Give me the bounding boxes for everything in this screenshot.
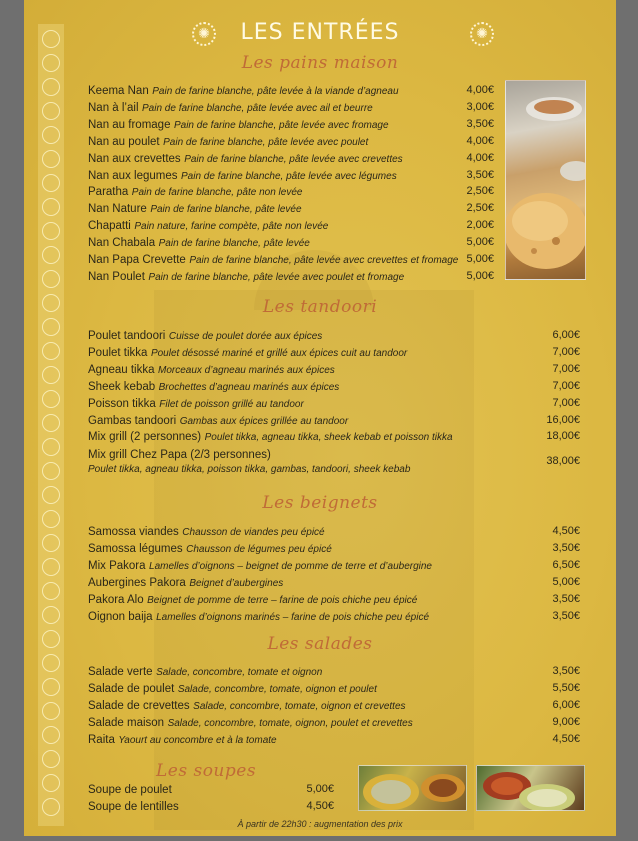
item-price: 5,00€ — [466, 269, 494, 282]
item-name: Nan Papa Crevette — [88, 254, 186, 266]
menu-item — [88, 663, 322, 680]
item-name: Poisson tikka — [88, 397, 156, 410]
item-price: 5,00€ — [552, 575, 580, 588]
curry-bowls-illustration — [359, 766, 467, 811]
item-desc: Gambas aux épices grillée au tandoor — [179, 415, 349, 427]
header — [24, 20, 616, 50]
menu-item — [88, 251, 458, 268]
item-desc: Salade, concombre, tomate, oignon, poulet et crevettes — [167, 718, 413, 729]
item-desc: Pain de farine blanche, pâte levée avec ail et beurre — [142, 102, 373, 114]
item-desc: Chausson de légumes peu épicé — [186, 543, 332, 555]
border-ornament-icon — [42, 654, 60, 672]
item-name: Oignon baija — [88, 610, 153, 623]
item-price: 6,00€ — [552, 699, 580, 711]
border-ornament-icon — [42, 102, 60, 120]
border-ornament-icon — [42, 558, 60, 576]
item-desc: Brochettes d’agneau marinés aux épices — [158, 381, 340, 393]
menu-item — [88, 540, 332, 557]
item-desc: Pain de farine blanche, pâte levée avec poulet et fromage — [148, 271, 405, 283]
item-price: 3,00€ — [466, 100, 494, 113]
item-desc: Morceaux d’agneau marinés aux épices — [158, 364, 335, 376]
menu-item-special-desc — [88, 460, 410, 477]
item-desc: Lamelles d’oignons marinés – farine de pois chiche peu épicé — [156, 611, 430, 623]
border-ornament-icon — [42, 462, 60, 480]
menu-item — [88, 200, 302, 217]
item-desc: Salade, concombre, tomate, oignon et crevettes — [193, 701, 406, 712]
menu-item — [88, 268, 404, 285]
item-desc: Pain de farine blanche, pâte levée avec poulet — [163, 136, 369, 148]
item-price: 9,00€ — [552, 716, 580, 728]
item-price: 3,50€ — [552, 541, 580, 554]
menu-item — [88, 608, 429, 625]
footer-note: À partir de 22h30 : augmentation des prix — [237, 819, 403, 829]
menu-item — [88, 344, 407, 361]
item-price: 7,00€ — [552, 362, 580, 375]
menu-item — [88, 133, 368, 150]
naan-bread-illustration — [506, 81, 586, 280]
item-price: 5,00€ — [306, 783, 334, 795]
menu-item — [88, 557, 432, 574]
menu-item — [88, 798, 179, 815]
item-price: 3,50€ — [466, 117, 494, 130]
item-name: Soupe de poulet — [88, 784, 172, 796]
left-rosette-icon: ✺ — [192, 22, 216, 46]
item-name: Nan au fromage — [88, 118, 171, 131]
item-price: 6,00€ — [552, 329, 580, 341]
item-price: 5,50€ — [552, 682, 580, 694]
item-price: 7,00€ — [552, 396, 580, 409]
soup-bowls-illustration — [477, 766, 585, 811]
item-name: Salade verte — [88, 666, 153, 678]
item-price: 2,50€ — [466, 202, 494, 215]
border-ornament-icon — [42, 702, 60, 720]
naan-bread-photo — [505, 80, 586, 280]
menu-item — [88, 327, 322, 344]
border-ornament-icon — [42, 246, 60, 264]
border-ornament-icon — [42, 126, 60, 144]
item-desc: Pain de farine blanche, pâte levée avec légumes — [181, 170, 397, 182]
item-price: 4,50€ — [306, 800, 334, 812]
item-price: 18,00€ — [546, 430, 580, 443]
item-price: 16,00€ — [546, 413, 580, 426]
border-ornament-icon — [42, 222, 60, 240]
item-desc: Pain nature, farine compète, pâte non levée — [134, 221, 329, 233]
item-name: Salade maison — [88, 717, 165, 729]
menu-item — [88, 167, 397, 184]
item-price: 3,50€ — [552, 592, 580, 605]
item-name: Nan Chabala — [88, 237, 156, 250]
border-ornament-icon — [42, 390, 60, 408]
item-price: 2,00€ — [466, 219, 494, 232]
menu-item — [88, 781, 172, 798]
border-ornament-icon — [42, 582, 60, 600]
menu-item — [88, 714, 413, 731]
border-ornament-icon — [42, 318, 60, 336]
item-desc: Salade, concombre, tomate et oignon — [156, 667, 323, 678]
item-desc: Pain de farine blanche, pâte levée avec crevettes et fromage — [189, 255, 459, 266]
item-desc: Pain de farine blanche, pâte levée avec fromage — [173, 119, 389, 131]
border-ornament-icon — [42, 150, 60, 168]
item-desc: Filet de poisson grillé au tandoor — [159, 398, 304, 410]
item-desc: Beignet d’aubergines — [189, 577, 284, 589]
item-name: Raita — [88, 734, 115, 746]
menu-item — [88, 378, 339, 395]
item-price: 5,00€ — [466, 236, 494, 249]
section-title-salades: Les salades — [267, 634, 373, 654]
menu-item — [88, 150, 403, 167]
item-price: 7,00€ — [552, 379, 580, 392]
menu-item — [88, 116, 389, 133]
item-desc: Pain de farine blanche, pâte levée avec crevettes — [184, 153, 403, 165]
item-desc: Pain de farine blanche, pâte levée — [158, 238, 310, 250]
border-ornament-icon — [42, 270, 60, 288]
item-price: 3,50€ — [466, 168, 494, 181]
border-ornament-icon — [42, 414, 60, 432]
item-desc: Poulet tikka, agneau tikka, sheek kebab et poisson tikka — [204, 432, 453, 444]
item-desc: Chausson de viandes peu épicé — [182, 527, 325, 538]
item-name: Pakora Alo — [88, 593, 144, 606]
menu-item — [88, 428, 453, 445]
item-name: Gambas tandoori — [88, 414, 177, 427]
item-desc: Yaourt au concombre et à la tomate — [118, 735, 277, 746]
border-ornament-icon — [42, 198, 60, 216]
menu-item — [88, 361, 335, 378]
item-desc: Lamelles d’oignons – beignet de pomme de terre et d’aubergine — [149, 560, 432, 572]
item-name: Poulet tandoori — [88, 330, 166, 342]
menu-item — [88, 591, 417, 608]
menu-item — [88, 412, 348, 429]
right-rosette-icon: ✺ — [470, 22, 494, 46]
border-ornament-icon — [42, 678, 60, 696]
menu-item — [88, 697, 406, 714]
curry-bowls-photo — [358, 765, 467, 811]
item-name: Nan à l’ail — [88, 101, 139, 114]
item-name: Salade de poulet — [88, 683, 175, 695]
border-ornament-icon — [42, 534, 60, 552]
item-price: 4,50€ — [552, 525, 580, 537]
border-ornament-icon — [42, 78, 60, 96]
section-title-pains: Les pains maison — [241, 53, 399, 73]
item-desc: Pain de farine blanche, pâte non levée — [131, 187, 303, 199]
item-name: Nan aux legumes — [88, 169, 178, 182]
item-price: 7,00€ — [552, 345, 580, 358]
menu-item — [88, 183, 302, 200]
border-ornament-icon — [42, 750, 60, 768]
menu-item — [88, 395, 304, 412]
item-price: 6,50€ — [552, 558, 580, 571]
item-name: Nan Nature — [88, 203, 147, 216]
item-name: Poulet tikka — [88, 346, 148, 359]
border-ornament-icon — [42, 798, 60, 816]
soup-bowls-photo — [476, 765, 585, 811]
item-name: Soupe de lentilles — [88, 801, 179, 813]
border-ornament-icon — [42, 342, 60, 360]
item-price: 4,50€ — [552, 733, 580, 745]
section-title-beignets: Les beignets — [262, 493, 378, 513]
item-price: 4,00€ — [466, 134, 494, 147]
menu-item — [88, 234, 310, 251]
item-name: Mix grill Chez Papa (2/3 personnes) — [88, 449, 271, 461]
menu-item — [88, 523, 325, 540]
menu-page — [24, 0, 616, 836]
item-name: Mix grill (2 personnes) — [88, 431, 202, 444]
item-price: 3,50€ — [552, 609, 580, 622]
item-name: Chapatti — [88, 220, 131, 233]
item-price: 2,50€ — [466, 185, 494, 198]
item-desc: Salade, concombre, tomate, oignon et poulet — [177, 684, 377, 695]
border-ornament-icon — [42, 438, 60, 456]
item-price: 3,50€ — [552, 665, 580, 677]
item-desc: Poulet désossé mariné et grillé aux épices cuit au tandoor — [150, 347, 408, 359]
border-ornament-icon — [42, 366, 60, 384]
item-name: Salade de crevettes — [88, 700, 190, 712]
item-desc: Pain de farine blanche, pâte levée — [150, 204, 302, 216]
item-name: Sheek kebab — [88, 380, 156, 393]
item-name: Mix Pakora — [88, 559, 146, 572]
border-ornament-icon — [42, 174, 60, 192]
page-title: LES ENTRÉES — [240, 20, 400, 45]
border-ornament-icon — [42, 726, 60, 744]
item-desc: Poulet tikka, agneau tikka, poisson tikka, gambas, tandoori, sheek kebab — [88, 464, 411, 475]
item-price: 38,00€ — [546, 455, 580, 467]
item-price: 5,00€ — [466, 253, 494, 265]
menu-item — [88, 82, 399, 99]
item-name: Nan aux crevettes — [88, 152, 181, 165]
item-name: Samossa viandes — [88, 526, 179, 538]
menu-item — [88, 680, 377, 697]
menu-item — [88, 99, 373, 116]
border-ornament-icon — [42, 774, 60, 792]
item-name: Agneau tikka — [88, 363, 155, 376]
item-name: Nan Poulet — [88, 270, 145, 283]
item-name: Aubergines Pakora — [88, 576, 186, 589]
item-desc: Cuisse de poulet dorée aux épices — [168, 331, 323, 342]
menu-item — [88, 574, 283, 591]
menu-item — [88, 217, 328, 234]
item-price: 4,00€ — [466, 84, 494, 96]
item-name: Keema Nan — [88, 85, 149, 97]
item-price: 4,00€ — [466, 151, 494, 164]
item-desc: Beignet de pomme de terre – farine de pois chiche peu épicé — [147, 594, 418, 606]
border-ornament-icon — [42, 606, 60, 624]
item-desc: Pain de farine blanche, pâte levée à la viande d’agneau — [152, 86, 399, 97]
item-name: Paratha — [88, 186, 129, 199]
menu-item — [88, 731, 277, 748]
item-name: Samossa légumes — [88, 542, 183, 555]
section-title-soupes: Les soupes — [156, 761, 257, 781]
item-name: Nan au poulet — [88, 135, 160, 148]
section-title-tandoori: Les tandoori — [262, 297, 378, 317]
decorative-side-border — [38, 24, 64, 826]
